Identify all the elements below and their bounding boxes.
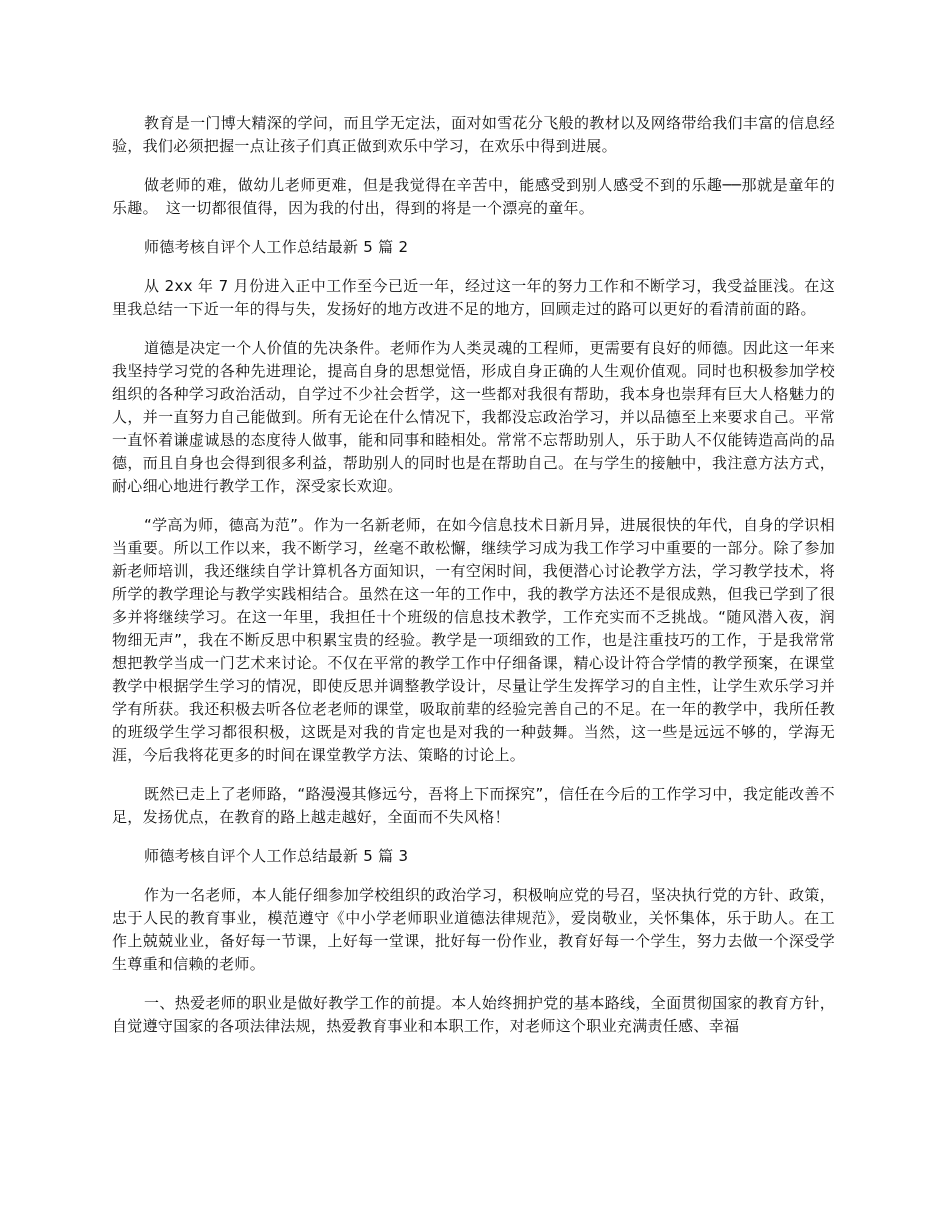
paragraph-gap — [112, 976, 835, 992]
paragraph: 道德是决定一个人价值的先决条件。老师作为人类灵魂的工程师，更需要有良好的师德。因此这一年来我坚持学习党的各种先进理论，提高自身的思想觉悟，形成自身正确的人生观价值观。同时也积极参加学校组织的各种学习政治活动，自学过不少社会哲学，这一些都对我很有帮助，我本身也崇拜有巨大人格魅力的人，并一直努力自己能做到。所有无论在什么情况下，我都没忘政治学习，并以品德至上来要求自己。平常一直怀着谦虚诚恳的态度待人做事，能和同事和睦相处。常常不忘帮助别人，乐于助人不仅能铸造高尚的品德，而且自身也会得到很多利益，帮助别人的同时也是在帮助自己。在与学生的接触中，我注意方法方式，耐心细心地进行教学工作，深受家长欢迎。 — [112, 339, 835, 495]
paragraph: 做老师的难，做幼儿老师更难，但是我觉得在辛苦中，能感受到别人感受不到的乐趣──那就是童年的乐趣。 这一切都很值得，因为我的付出，得到的将是一个漂亮的童年。 — [112, 176, 835, 217]
paragraph-gap — [112, 767, 835, 783]
paragraph-gap — [112, 868, 835, 884]
paragraph: “学高为师，德高为范”。作为一名新老师，在如今信息技术日新月异，进展很快的年代，自身的学识相当重要。所以工作以来，我不断学习，丝毫不敢松懈，继续学习成为我工作学习中重要的一部分。除了参加新老师培训，我还继续自学计算机各方面知识，一有空闲时间，我便潜心讨论教学方法，学习教学技术，将所学的教学理论与教学实践相结合。虽然在这一年的工作中，我的教学方法还不是很成熟，但我已学到了很多并将继续学习。在这一年里，我担任十个班级的信息技术教学，工作充实而不乏挑战。“随风潜入夜，润物细无声”，我在不断反思中积累宝贵的经验。教学是一项细致的工作，也是注重技巧的工作，于是我常常想把教学当成一门艺术来讨论。不仅在平常的教学工作中仔细备课，精心设计符合学情的教学预案，在课堂教学中根据学生学习的情况，即使反思并调整教学设计，尽量让学生发挥学习的自主性，让学生欢乐学习并学有所获。我还积极去听各位老老师的课堂，吸取前辈的经验完善自己的不足。在一年的教学中，我所任教的班级学生学习都很积极，这既是对我的肯定也是对我的一种鼓舞。当然，这一些是远远不够的，学海无涯，今后我将花更多的时间在课堂教学方法、策略的讨论上。 — [112, 516, 835, 764]
paragraph-gap — [112, 829, 835, 845]
paragraph: 一、热爱老师的职业是做好教学工作的前提。本人始终拥护党的基本路线，全面贯彻国家的教育方针，自觉遵守国家的各项法律法规，热爱教育事业和本职工作，对老师这个职业充满责任感、幸福 — [112, 994, 835, 1035]
section-heading: 师德考核自评个人工作总结最新 5 篇 2 — [144, 238, 409, 256]
paragraph-gap — [112, 498, 835, 514]
section-heading: 师德考核自评个人工作总结最新 5 篇 3 — [144, 847, 409, 865]
paragraph: 教育是一门博大精深的学问，而且学无定法，面对如雪花分飞般的教材以及网络带给我们丰富的信息经验，我们必须把握一点让孩子们真正做到欢乐中学习，在欢乐中得到进展。 — [112, 114, 835, 155]
paragraph-gap — [112, 259, 835, 275]
paragraph: 既然已走上了老师路，“路漫漫其修远兮，吾将上下而探究”，信任在今后的工作学习中，我定能改善不足，发扬优点，在教育的路上越走越好，全面而不失风格！ — [112, 785, 835, 826]
paragraph: 从 2xx 年 7 月份进入正中工作至今已近一年，经过这一年的努力工作和不断学习，我受益匪浅。在这里我总结一下近一年的得与失，发扬好的地方改进不足的地方，回顾走过的路可以更好的看清前面的路。 — [112, 277, 835, 318]
paragraph-gap — [112, 158, 835, 174]
paragraph-gap — [112, 220, 835, 236]
document-page — [112, 112, 835, 1038]
paragraph: 作为一名老师，本人能仔细参加学校组织的政治学习，积极响应党的号召，坚决执行党的方针、政策，忠于人民的教育事业，模范遵守《中小学老师职业道德法律规范》，爱岗敬业，关怀集体，乐于助人。在工作上兢兢业业，备好每一节课，上好每一堂课，批好每一份作业，教育好每一个学生，努力去做一个深受学生尊重和信赖的老师。 — [112, 886, 835, 973]
paragraph-gap — [112, 321, 835, 337]
